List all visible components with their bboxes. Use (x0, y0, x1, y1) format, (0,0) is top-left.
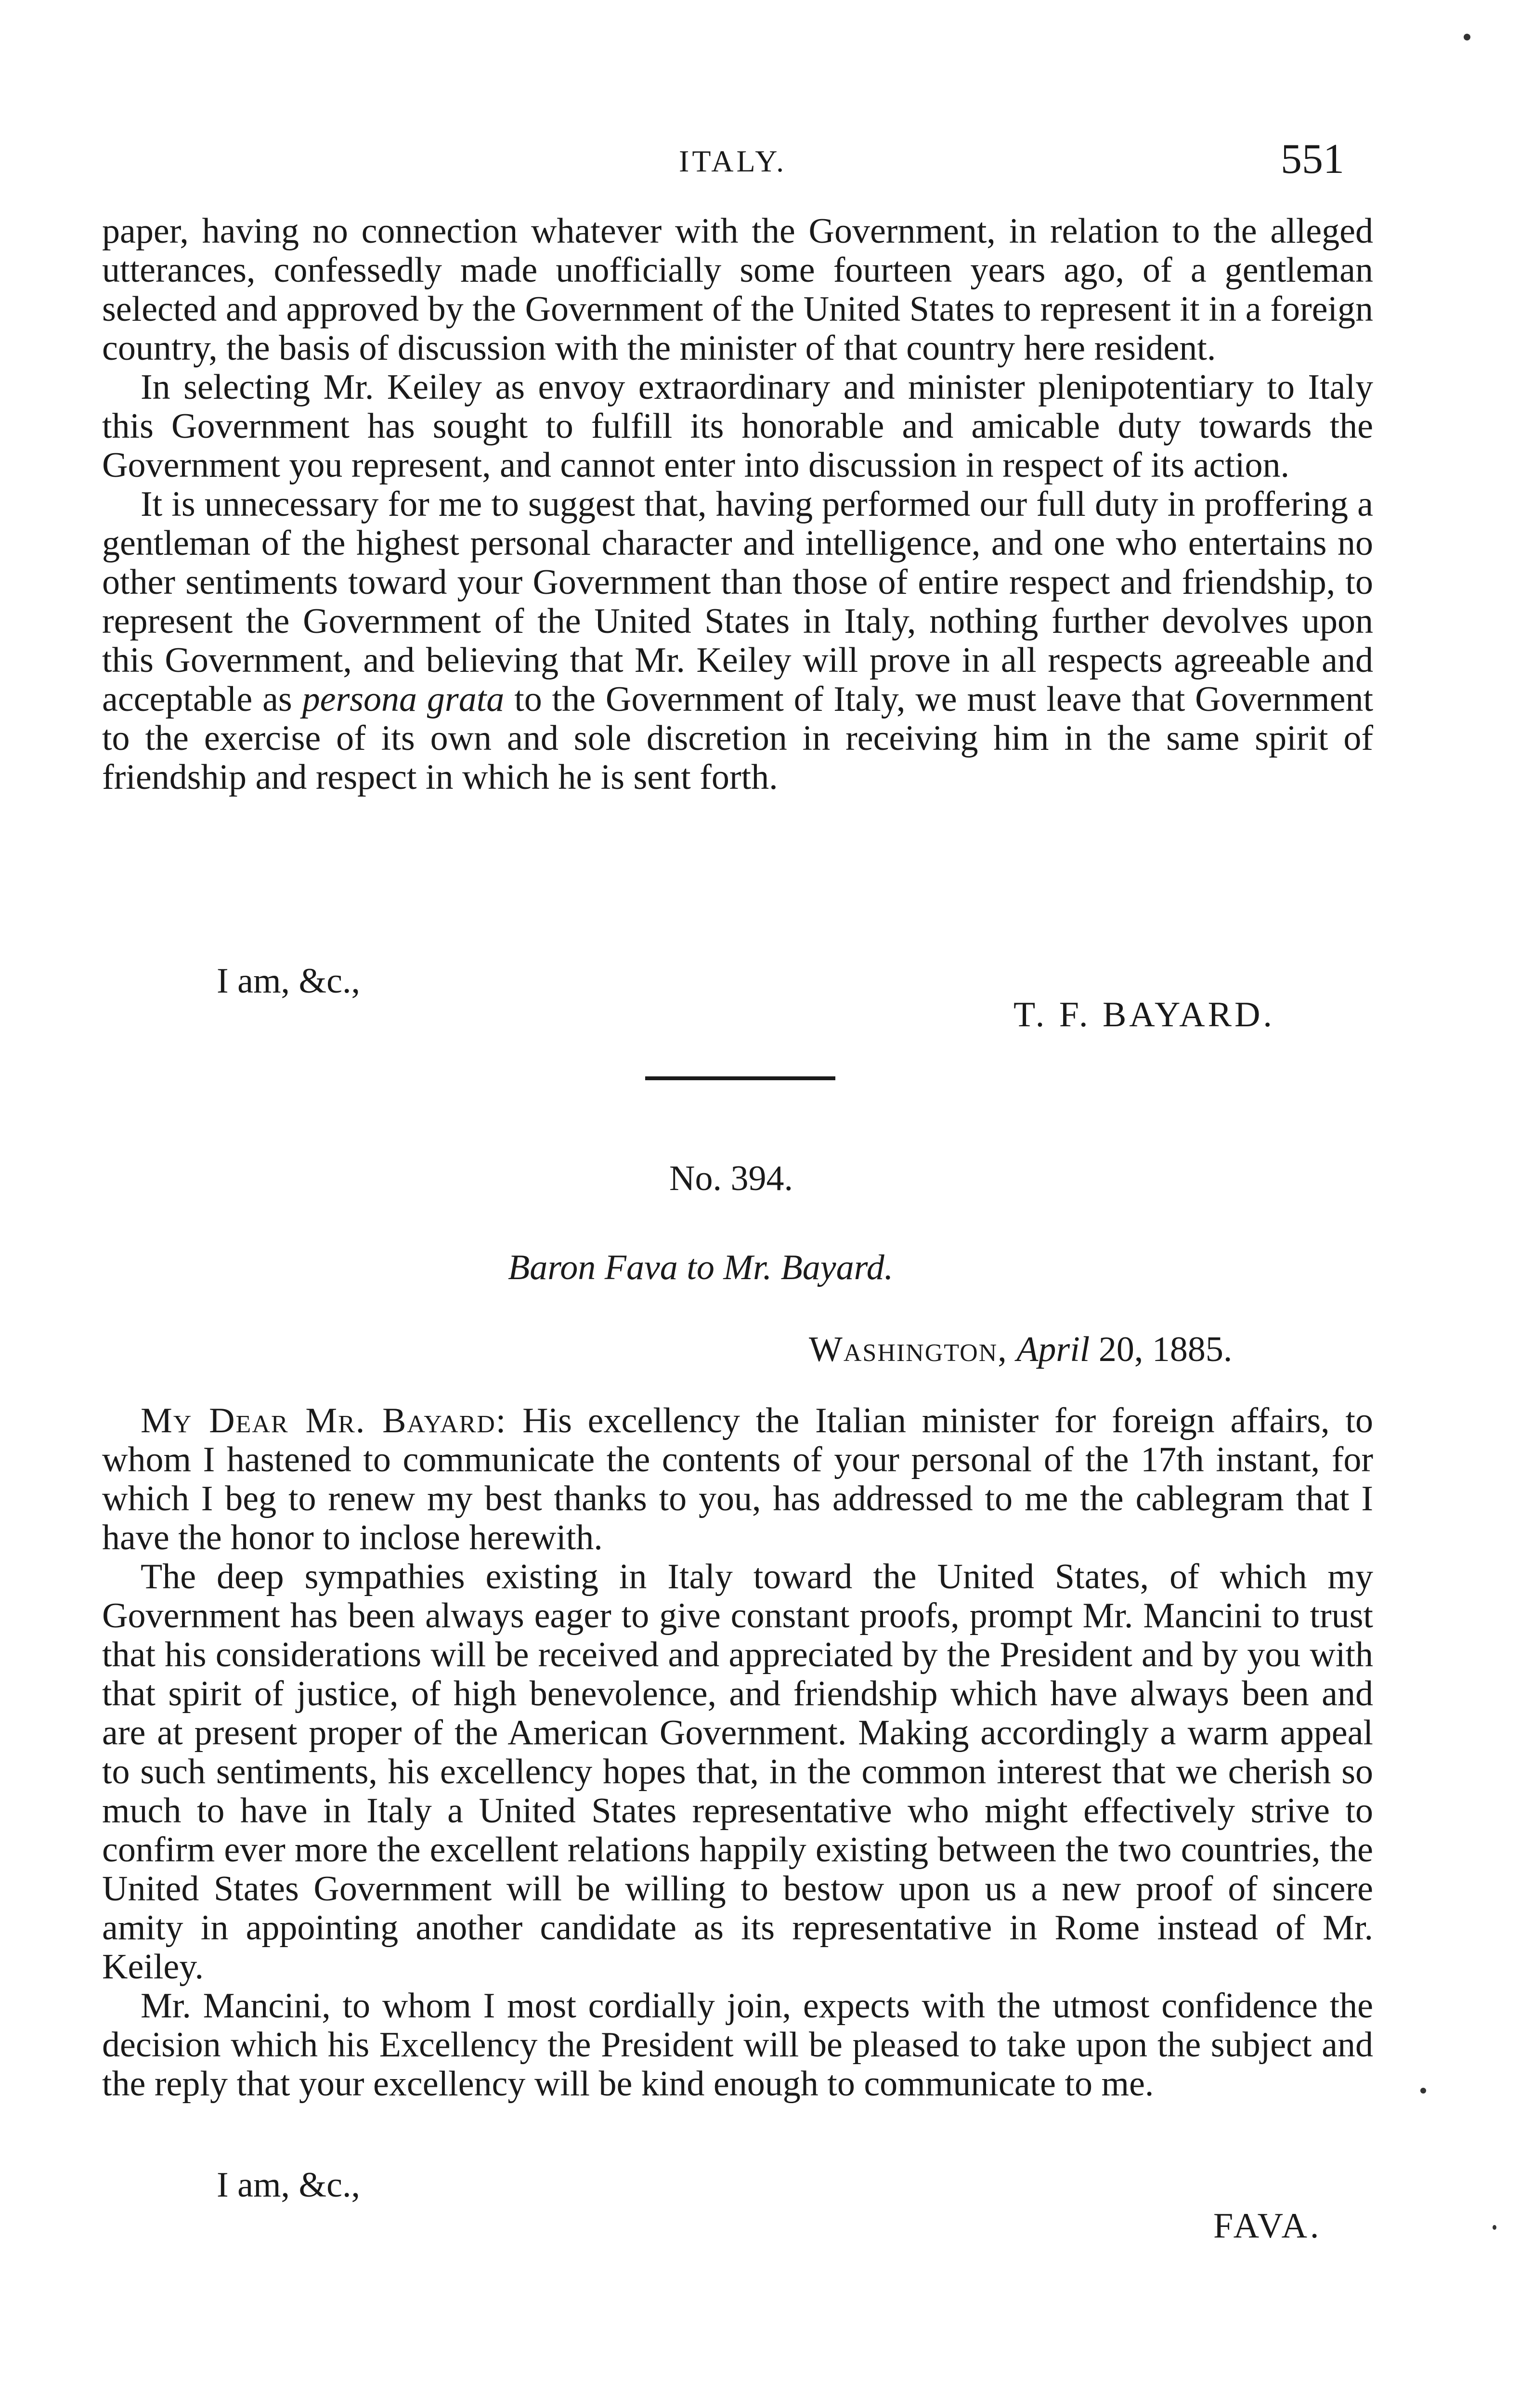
paragraph: In selecting Mr. Keiley as envoy extraordinary and minister plenipotentiary to Italy this Government has sought to fulfill its honorable and amicable duty towards the Government you represent, and cannot enter into discussion in respect of its action. (102, 367, 1373, 485)
dateline-place: Washington, (809, 1330, 1008, 1369)
dateline-month: April (1016, 1330, 1090, 1369)
section-divider (645, 1076, 835, 1080)
running-head (0, 135, 1533, 188)
document-heading: Baron Fava to Mr. Bayard. (508, 1248, 894, 1287)
document-number: No. 394. (669, 1159, 793, 1198)
dateline (809, 1329, 1232, 1370)
dateline-date: 20, 1885. (1098, 1330, 1233, 1369)
paragraph (102, 485, 1373, 797)
closing: I am, &c., (217, 2165, 360, 2205)
paragraph: Mr. Mancini, to whom I most cordially join, expects with the utmost confidence the decision which his Excellency the President will be pleased to take upon the subject and the reply that your excellency will be kind enough to communicate to me. (102, 1986, 1373, 2104)
letter-body-bayard (102, 212, 1373, 797)
closing: I am, &c., (217, 961, 360, 1001)
italic-phrase: persona grata (302, 680, 505, 719)
paragraph-text: It is unnecessary for me to suggest that, having performed our full duty in proffering a gentleman of the highest personal character and intelligence, and one who entertains no other sentiments toward your Government than those of entire respect and friendship, to represent the Government of the United States in Italy, nothing further devolves upon this Government, and believing that Mr. Keiley will prove in all respects agreeable and acceptable as (102, 484, 1373, 719)
ink-speck (1420, 2088, 1426, 2094)
letter-body-fava (102, 1401, 1373, 2104)
paragraph (102, 1401, 1373, 1557)
running-title: ITALY. (679, 144, 787, 178)
ink-speck (1493, 2225, 1496, 2230)
page-number: 551 (1281, 136, 1344, 183)
ink-speck (1464, 34, 1470, 40)
signature: T. F. BAYARD. (1013, 995, 1275, 1034)
paragraph-text: His excellency the Italian minister for foreign affairs, to whom I hastened to communicate the contents of your personal of the 17th instant, for which I beg to renew my best thanks to you, has addressed to me the cablegram that I have the honor to inclose herewith. (102, 1401, 1373, 1557)
signature: FAVA. (1213, 2206, 1322, 2246)
paragraph-text: to the Government of Italy, we must leave that Government to the exercise of its own and sole discretion in receiving him in the same spirit of friendship and respect in which he is sent forth. (102, 680, 1374, 797)
paragraph: The deep sympathies existing in Italy toward the United States, of which my Government has been always eager to give constant proofs, prompt Mr. Mancini to trust that his considerations will be received and appreciated by the President and by you with that spirit of justice, of high benevolence, and friendship which have always been and are at present proper of the American Government. Making accordingly a warm appeal to such sentiments, his excellency hopes that, in the common interest that we cherish so much to have in Italy a United States representative who might effectively strive to confirm ever more the excellent relations happily existing between the two countries, the United States Government will be willing to bestow upon us a new proof of sincere amity in appointing another candidate as its representative in Rome instead of Mr. Keiley. (102, 1557, 1373, 1987)
paragraph: paper, having no connection whatever with the Government, in relation to the alleged utterances, confessedly made unofficially some fourteen years ago, of a gentleman selected and approved by the Government of the United States to represent it in a foreign country, the basis of discussion with the minister of that country here resident. (102, 211, 1373, 368)
salutation: My Dear Mr. Bayard: (141, 1401, 507, 1440)
